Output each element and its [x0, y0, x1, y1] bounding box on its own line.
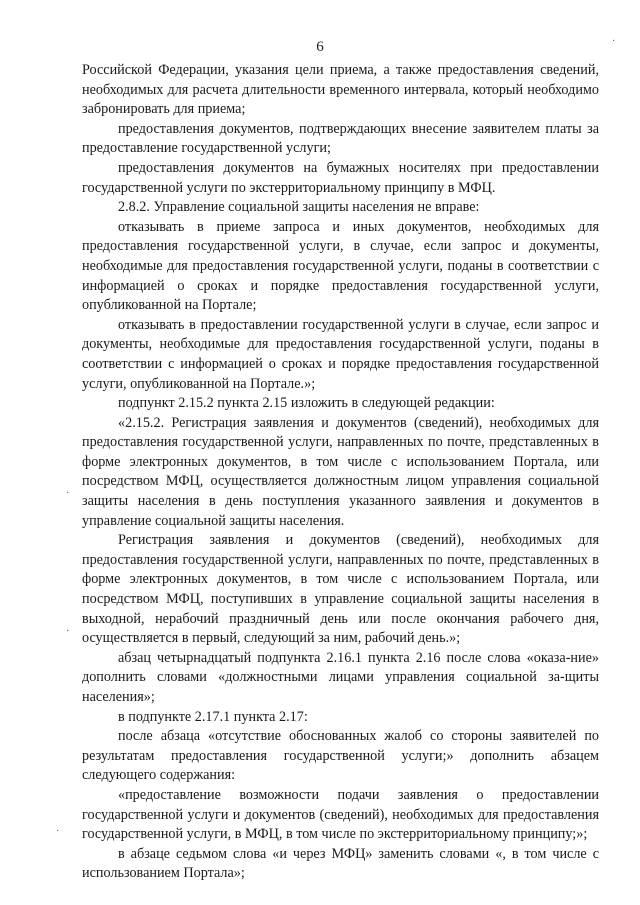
document-body [82, 61, 599, 884]
paragraph: отказывать в предоставлении государственной услуги в случае, если запрос и документы, необходимые для предоставления государственной услуги, поданы в соответствии с информацией о сроках и порядке предоставления государственной услуги, опубликованной на Портале.»; [82, 316, 599, 392]
paragraph: в абзаце седьмом слова «и через МФЦ» заменить словами «, в том числе с использованием Портала»; [82, 845, 599, 882]
page-number: 6 [316, 39, 324, 55]
paragraph: Регистрация заявления и документов (сведений), необходимых для предоставления государственной услуги, направленных по почте, представленных в форме электронных документов, в том числе с использованием Портала, или посредством МФЦ, поступивших в управление социальной защиты населения в выходной, нерабочий праздничный день или после окончания рабочего дня, осуществляется в первый, следующий за ним, рабочий день.»; [82, 532, 599, 647]
paragraph: «2.15.2. Регистрация заявления и документов (сведений), необходимых для предоставления государственной услуги, направленных по почте, представленных в форме электронных документов, в том числе с использованием Портала, или посредством МФЦ, осуществляется должностным лицом управления социальной защиты населения в день поступления указанного заявления и документов в управление социальной защиты населения. [82, 414, 599, 529]
scan-mark: · [66, 488, 70, 499]
paragraph: абзац четырнадцатый подпункта 2.16.1 пункта 2.16 после слова «оказа-ние» дополнить словами «должностными лицами управления социальной за-щиты населения»; [82, 649, 599, 705]
paragraph: отказывать в приеме запроса и иных документов, необходимых для предоставления государственной услуги, в случае, если запрос и документы, необходимые для предоставления государственной услуги, поданы в соответствии с информацией о сроках и порядке предоставления государственной услуги, опубликованной на Портале; [82, 218, 599, 314]
paragraph: предоставления документов, подтверждающих внесение заявителем платы за предоставление государственной услуги; [82, 120, 599, 157]
paragraph: предоставления документов на бумажных носителях при предоставлении государственной услуги по экстерриториальному принципу в МФЦ. [82, 159, 599, 196]
scan-mark: · [56, 826, 60, 837]
paragraph: 2.8.2. Управление социальной защиты населения не вправе: [118, 199, 480, 216]
paragraph: подпункт 2.15.2 пункта 2.15 изложить в следующей редакции: [118, 395, 495, 412]
paragraph: после абзаца «отсутствие обоснованных жалоб со стороны заявителей по результатам предоставления государственной услуги;» дополнить абзацем следующего содержания: [82, 728, 599, 784]
scan-mark: · [66, 626, 70, 637]
scan-mark: · [612, 36, 616, 47]
paragraph: в подпункте 2.17.1 пункта 2.17: [118, 708, 308, 725]
paragraph: Российской Федерации, указания цели приема, а также предоставления сведений, необходимых для расчета длительности временного интервала, который необходимо забронировать для приема; [82, 62, 599, 118]
paragraph: «предоставление возможности подачи заявления о предоставлении государственной услуги и документов (сведений), необходимых для предоставления государственной услуги, в МФЦ, в том числе по экстерриториальному принципу;»; [82, 786, 599, 843]
